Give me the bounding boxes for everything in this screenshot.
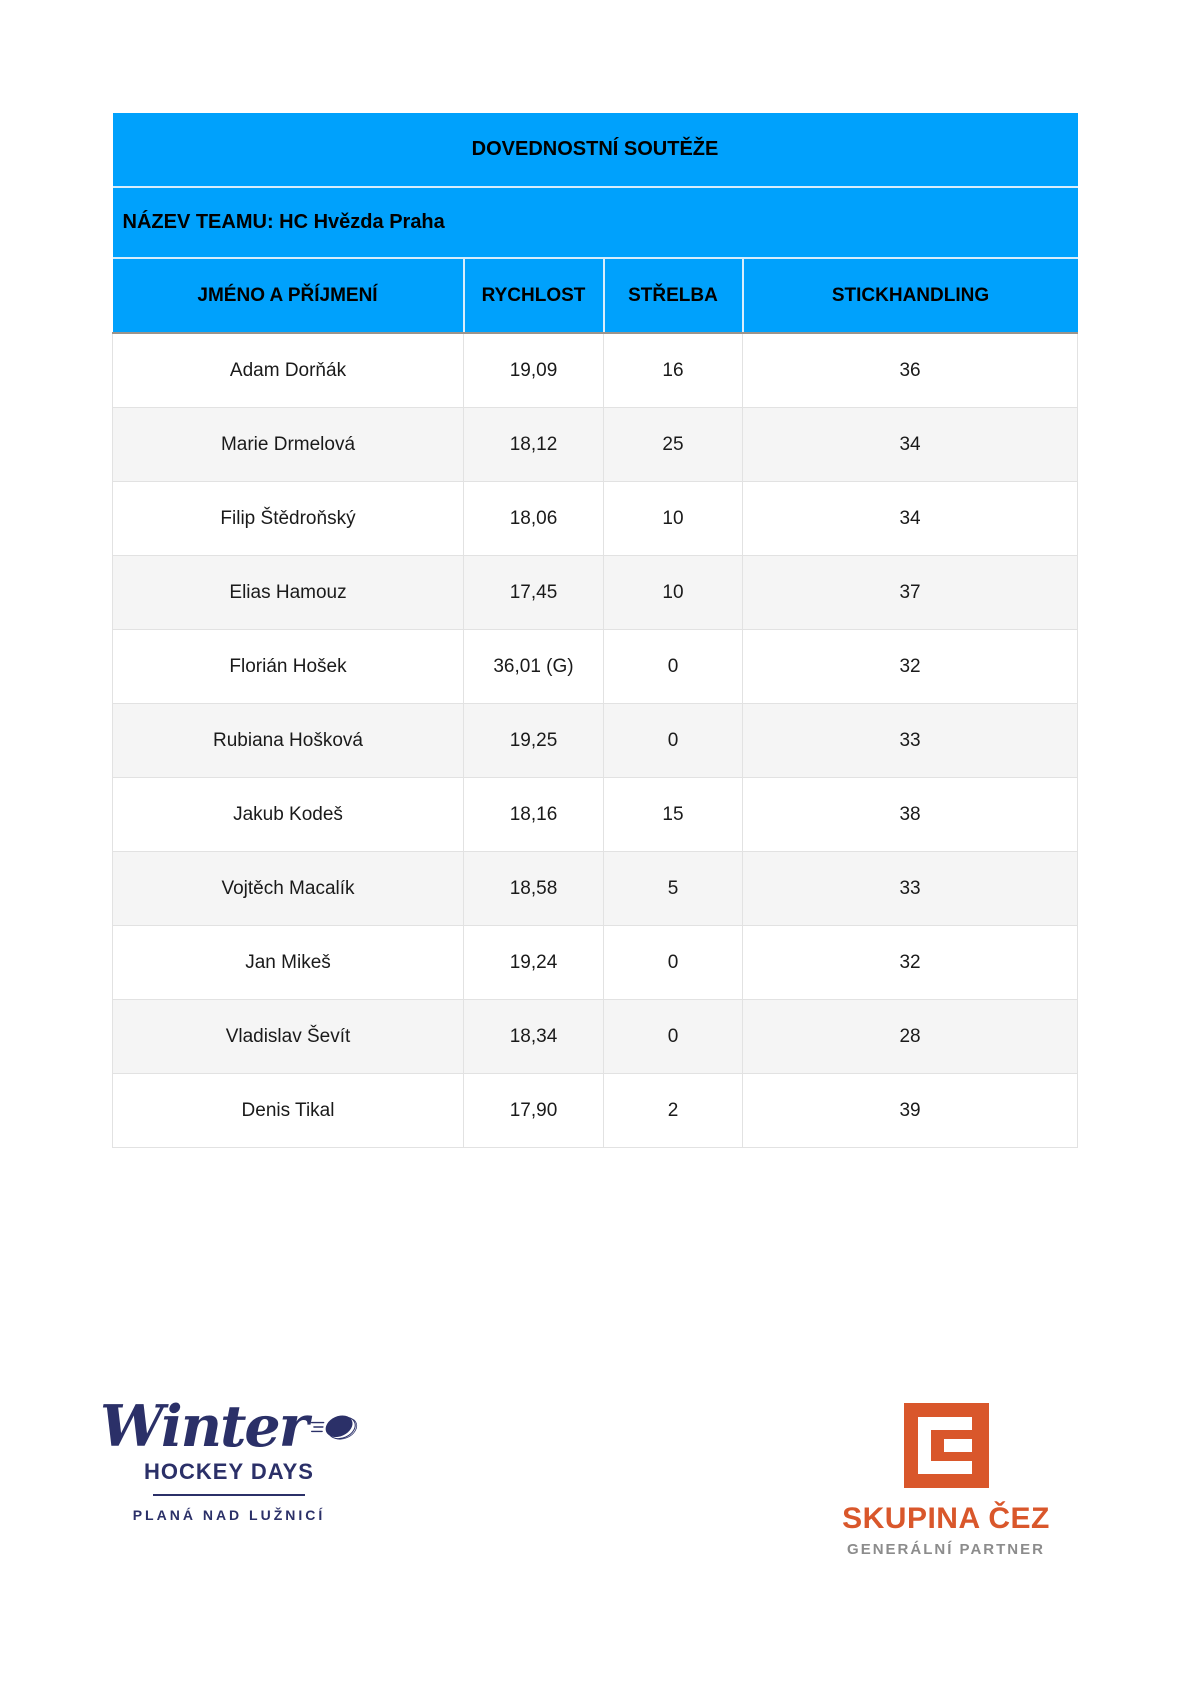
stickhandling-cell: 32 bbox=[743, 630, 1078, 704]
stickhandling-cell: 39 bbox=[743, 1074, 1078, 1148]
table-row bbox=[113, 408, 1078, 482]
table-row bbox=[113, 926, 1078, 1000]
strelba-cell: 0 bbox=[604, 1000, 743, 1074]
strelba-cell: 0 bbox=[604, 926, 743, 1000]
stickhandling-cell: 33 bbox=[743, 852, 1078, 926]
player-name-cell: Jakub Kodeš bbox=[113, 778, 464, 852]
strelba-cell: 10 bbox=[604, 556, 743, 630]
rychlost-cell: 17,45 bbox=[464, 556, 604, 630]
strelba-cell: 0 bbox=[604, 704, 743, 778]
rychlost-cell: 18,12 bbox=[464, 408, 604, 482]
winter-logo-subtitle: HOCKEY DAYS bbox=[144, 1458, 314, 1484]
winter-logo-location: PLANÁ NAD LUŽNICÍ bbox=[132, 1506, 326, 1523]
column-header-name: JMÉNO A PŘÍJMENÍ bbox=[113, 258, 464, 333]
column-header-strelba: STŘELBA bbox=[604, 258, 743, 333]
cez-partner-label: GENERÁLNÍ PARTNER bbox=[847, 1541, 1045, 1558]
stickhandling-cell: 33 bbox=[743, 704, 1078, 778]
rychlost-cell: 18,06 bbox=[464, 482, 604, 556]
table-row bbox=[113, 1074, 1078, 1148]
strelba-cell: 2 bbox=[604, 1074, 743, 1148]
stickhandling-cell: 38 bbox=[743, 778, 1078, 852]
strelba-cell: 10 bbox=[604, 482, 743, 556]
player-name-cell: Marie Drmelová bbox=[113, 408, 464, 482]
rychlost-cell: 18,16 bbox=[464, 778, 604, 852]
column-header-row bbox=[113, 258, 1078, 333]
rychlost-cell: 19,24 bbox=[464, 926, 604, 1000]
stickhandling-cell: 37 bbox=[743, 556, 1078, 630]
player-name-cell: Vladislav Ševít bbox=[113, 1000, 464, 1074]
rychlost-cell: 18,34 bbox=[464, 1000, 604, 1074]
stickhandling-cell: 34 bbox=[743, 482, 1078, 556]
team-name-row bbox=[113, 187, 1078, 258]
strelba-cell: 5 bbox=[604, 852, 743, 926]
strelba-cell: 0 bbox=[604, 630, 743, 704]
player-name-cell: Denis Tikal bbox=[113, 1074, 464, 1148]
table-row bbox=[113, 333, 1078, 408]
rychlost-cell: 19,25 bbox=[464, 704, 604, 778]
table-row bbox=[113, 482, 1078, 556]
table-row bbox=[113, 1000, 1078, 1074]
table-row bbox=[113, 704, 1078, 778]
rychlost-cell: 18,58 bbox=[464, 852, 604, 926]
rychlost-cell: 36,01 (G) bbox=[464, 630, 604, 704]
strelba-cell: 25 bbox=[604, 408, 743, 482]
team-name-label: NÁZEV TEAMU: HC Hvězda Praha bbox=[113, 187, 1078, 258]
cez-logo-icon bbox=[904, 1403, 989, 1488]
cez-group-name: SKUPINA ČEZ bbox=[842, 1502, 1050, 1535]
strelba-cell: 16 bbox=[604, 333, 743, 408]
player-name-cell: Filip Štědroňský bbox=[113, 482, 464, 556]
table-title-row bbox=[113, 113, 1078, 187]
player-name-cell: Florián Hošek bbox=[113, 630, 464, 704]
rychlost-cell: 17,90 bbox=[464, 1074, 604, 1148]
rychlost-cell: 19,09 bbox=[464, 333, 604, 408]
stickhandling-cell: 36 bbox=[743, 333, 1078, 408]
skills-table bbox=[112, 113, 1078, 1148]
table-title: DOVEDNOSTNÍ SOUTĚŽE bbox=[113, 113, 1078, 187]
skupina-cez-logo bbox=[820, 1403, 1072, 1558]
player-name-cell: Vojtěch Macalík bbox=[113, 852, 464, 926]
table-row bbox=[113, 778, 1078, 852]
hockey-puck-icon bbox=[311, 1400, 358, 1454]
stickhandling-cell: 28 bbox=[743, 1000, 1078, 1074]
table-body bbox=[113, 333, 1078, 1148]
player-name-cell: Rubiana Hošková bbox=[113, 704, 464, 778]
winter-hockey-days-logo bbox=[100, 1393, 358, 1523]
table-row bbox=[113, 852, 1078, 926]
table-row bbox=[113, 630, 1078, 704]
player-name-cell: Elias Hamouz bbox=[113, 556, 464, 630]
column-header-rychlost: RYCHLOST bbox=[464, 258, 604, 333]
player-name-cell: Jan Mikeš bbox=[113, 926, 464, 1000]
winter-logo-script-text: Winter bbox=[100, 1393, 307, 1460]
stickhandling-cell: 34 bbox=[743, 408, 1078, 482]
column-header-stickhandling: STICKHANDLING bbox=[743, 258, 1078, 333]
strelba-cell: 15 bbox=[604, 778, 743, 852]
table-row bbox=[113, 556, 1078, 630]
stickhandling-cell: 32 bbox=[743, 926, 1078, 1000]
winter-logo-divider bbox=[153, 1494, 305, 1496]
player-name-cell: Adam Dorňák bbox=[113, 333, 464, 408]
